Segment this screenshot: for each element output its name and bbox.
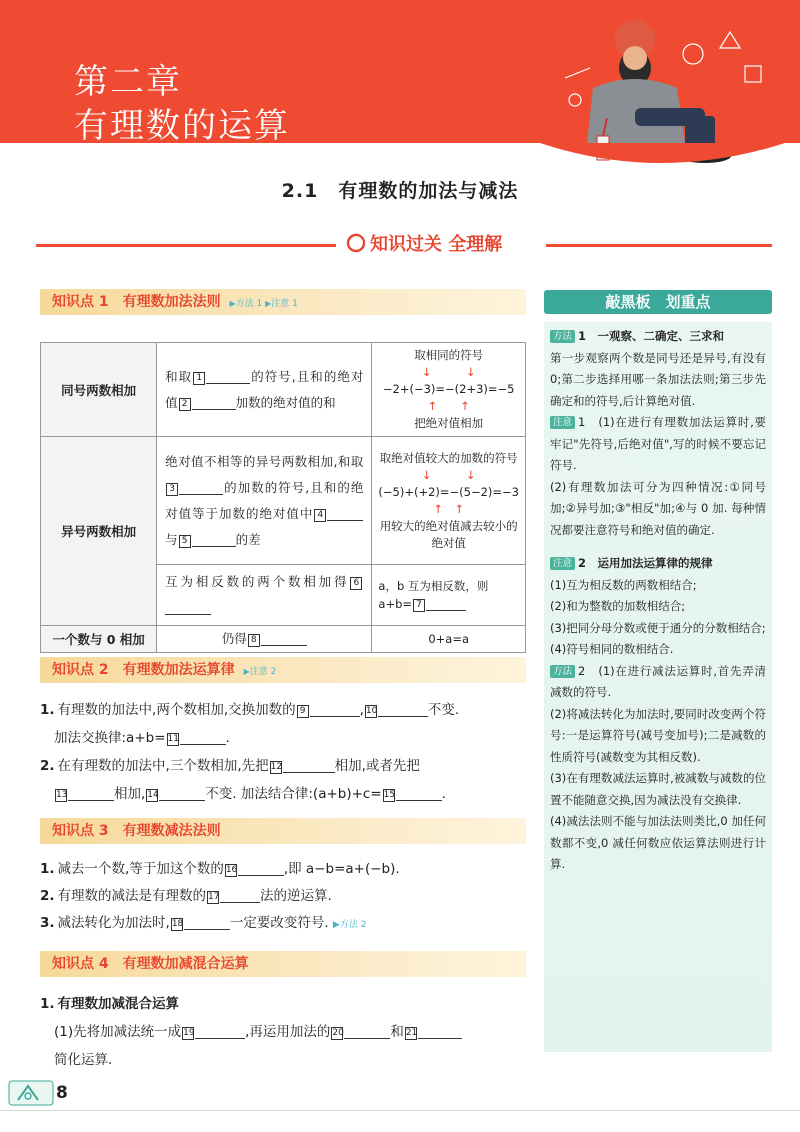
method-2: 方法 2 (1)在进行减法运算时,首先弄清减数的符号. — [550, 663, 766, 699]
key-points-title: 敲黑板 划重点 — [544, 290, 772, 314]
kp2-heading — [40, 657, 526, 683]
note-2: 注意 2 运用加法运算律的规律 — [550, 553, 766, 575]
kp3-refs[interactable]: ▶方法 2 — [332, 920, 367, 930]
kp1-heading — [40, 289, 526, 315]
section-title: 2.1 有理数的加法与减法 — [281, 180, 519, 202]
blank-5[interactable]: 5 — [179, 535, 191, 548]
blank-6[interactable]: 6 — [350, 577, 362, 590]
list-item: 1. 有理数加减混合运算 — [40, 996, 180, 1012]
blank-14[interactable]: 14 — [147, 790, 159, 800]
banner-label-text: 知识过关 全理解 — [370, 234, 503, 255]
banner-line-left — [36, 244, 336, 247]
chapter-number: 第二章 — [74, 62, 182, 102]
blank-4[interactable]: 4 — [314, 509, 326, 522]
key-points-body: 方法 1 一观察、二确定、三求和 第一步观察两个数是同号还是异号,有没有 0;第二步选择用哪一条加法法则;第三步先确定和的符号,后计算绝对值. 注意 1 (1)在进行有理数加法运算时,要牢记"先符号,后绝对值",写的时候不要忘记符号. (2)有理数加法可分为四种情况:①同号加;②异号加;③"相反"加;④与 0 加. 每种情况都要注意符号和绝对值的确定. 注意 2 运用加法运算律的规律 (1)互为相反数的两数相结合; (2)和为整数的加数相结合; (3)把同分母分数或便于通分的分数相结合; (4)符号相同的数相结合. 方法 2 (1)在进行减法运算时,首先弄清减数的符号. (2)将减法转化为加法时,要同时改变两个符号:一是运算符号(减号变加号);二是减数的性质符号(减数变为其相反数). (3)在有理数减法运算时,被减数与减数的位置不能随意交换,因为减法没有交换律. (4)减法法则不能与加法法则类比,0 加任何数都不变,0 减任何数应依运算法则进行计算. — [544, 322, 772, 1052]
kp2-refs[interactable]: ▶注意 2 — [243, 667, 277, 677]
row-diagram: 取相同的符号 ↓ ↓ −2+(−3)=−(2+3)=−5 ↑ ↑ 把绝对值相加 — [372, 343, 526, 437]
blank-12[interactable]: 12 — [270, 762, 283, 772]
knowledge-banner-label — [346, 232, 546, 258]
list-item: (4)符号相同的数相结合. — [550, 642, 674, 656]
blank-17[interactable]: 17 — [208, 892, 220, 902]
calculator-icon — [8, 1080, 54, 1106]
blank-3[interactable]: 3 — [166, 483, 178, 496]
list-item: (2)和为整数的加数相结合; — [550, 599, 686, 613]
knowledge-banner — [36, 232, 772, 258]
blank-9[interactable]: 9 — [297, 705, 309, 718]
table-row — [41, 343, 526, 437]
blank-7[interactable]: 7 — [413, 599, 425, 612]
blank-21[interactable]: 21 — [405, 1028, 418, 1038]
list-item: 2. 有理数的减法是有理数的 17 法的逆运算. — [40, 888, 332, 904]
blank-20[interactable]: 20 — [332, 1028, 344, 1038]
chapter-title — [74, 60, 290, 148]
kp1-title: 知识点 1 有理数加法法则 — [52, 294, 221, 310]
list-item: 1. 减去一个数,等于加这个数的 16 ,即 a−b=a+(−b). — [40, 861, 400, 877]
banner-line-right — [546, 244, 772, 247]
blank-13[interactable]: 13 — [56, 790, 68, 800]
table-row — [41, 626, 526, 653]
page-number: 8 — [56, 1083, 68, 1103]
list-item: (3)把同分母分数或便于通分的分数相结合; — [550, 620, 766, 635]
kp3-questions — [40, 856, 530, 939]
row-text: 仍得 8 — [157, 626, 372, 653]
kp2-questions: 1. 有理数的加法中,两个数相加,交换加数的 9 , 10 不变. 加法交换律:a+b= 11 . 2. 在有理数的加法中,三个数相加,先把 12 相加,或者先把 13 相加, 14 不变. 加法结合律:(a+b)+c= 15 . — [40, 696, 530, 808]
swirl-icon — [346, 233, 366, 253]
page-divider — [0, 1110, 800, 1111]
kp3-title: 知识点 3 有理数减法法则 — [52, 823, 221, 839]
blank-2[interactable]: 2 — [179, 398, 191, 411]
list-item: 3. 减法转化为加法时, 18 一定要改变符号. ▶方法 2 — [40, 915, 367, 931]
row-head: 异号两数相加 — [41, 437, 157, 626]
method-1: 方法 1 一观察、二确定、三求和 — [550, 326, 766, 348]
row-diagram: a，b 互为相反数，则 a+b= 7 — [372, 565, 526, 626]
blank-19[interactable]: 19 — [183, 1028, 195, 1038]
blank-8[interactable]: 8 — [248, 634, 260, 647]
row-head: 一个数与 0 相加 — [41, 626, 157, 653]
row-text: 和取 1 的符号,且和的绝对值 2 加数的绝对值的和 — [157, 343, 372, 437]
blank-11[interactable]: 11 — [167, 734, 179, 744]
kp4-questions: 1. 有理数加减混合运算 (1)先将加减法统一成 19 ,再运用加法的 20 和 21 简化运算. — [40, 990, 530, 1074]
kp3-heading — [40, 818, 526, 844]
table-row — [41, 437, 526, 565]
kp1-refs[interactable]: ▶方法 1 ▶注意 1 — [229, 299, 298, 309]
note-1: 注意 1 (1)在进行有理数加法运算时,要牢记"先符号,后绝对值",写的时候不要忘记符号. — [550, 415, 766, 472]
list-item: 1. 有理数的加法中,两个数相加,交换加数的 9 , 10 不变. — [40, 702, 460, 718]
kp4-heading — [40, 951, 526, 977]
blank-15[interactable]: 15 — [383, 790, 396, 800]
blank-10[interactable]: 10 — [365, 706, 378, 716]
list-item: (1)互为相反数的两数相结合; — [550, 577, 697, 592]
blank-18[interactable]: 18 — [171, 919, 184, 929]
addition-rule-table — [40, 342, 526, 653]
kp2-title: 知识点 2 有理数加法运算律 — [52, 662, 235, 678]
row-head: 同号两数相加 — [41, 343, 157, 437]
blank-16[interactable]: 16 — [225, 865, 238, 875]
chapter-name: 有理数的运算 — [74, 106, 290, 146]
list-item: 2. 在有理数的加法中,三个数相加,先把 12 相加,或者先把 — [40, 758, 420, 774]
row-diagram: 取绝对值较大的加数的符号 ↓ ↓ (−5)+(+2)=−(5−2)=−3 ↑ ↑ 用较大的绝对值减去较小的绝对值 — [372, 437, 526, 565]
kp4-title: 知识点 4 有理数加减混合运算 — [52, 956, 249, 972]
row-text: 绝对值不相等的异号两数相加,和取3 的加数的符号,且和的绝对值等于加数的绝对值中 4与 5 的差 — [157, 437, 372, 565]
row-text: 互为相反数的两个数相加得 6 — [157, 565, 372, 626]
key-points-panel — [544, 290, 772, 1058]
banner-swoosh — [540, 143, 785, 168]
row-diagram: 0+a=a — [372, 626, 526, 653]
blank-1[interactable]: 1 — [193, 372, 205, 385]
